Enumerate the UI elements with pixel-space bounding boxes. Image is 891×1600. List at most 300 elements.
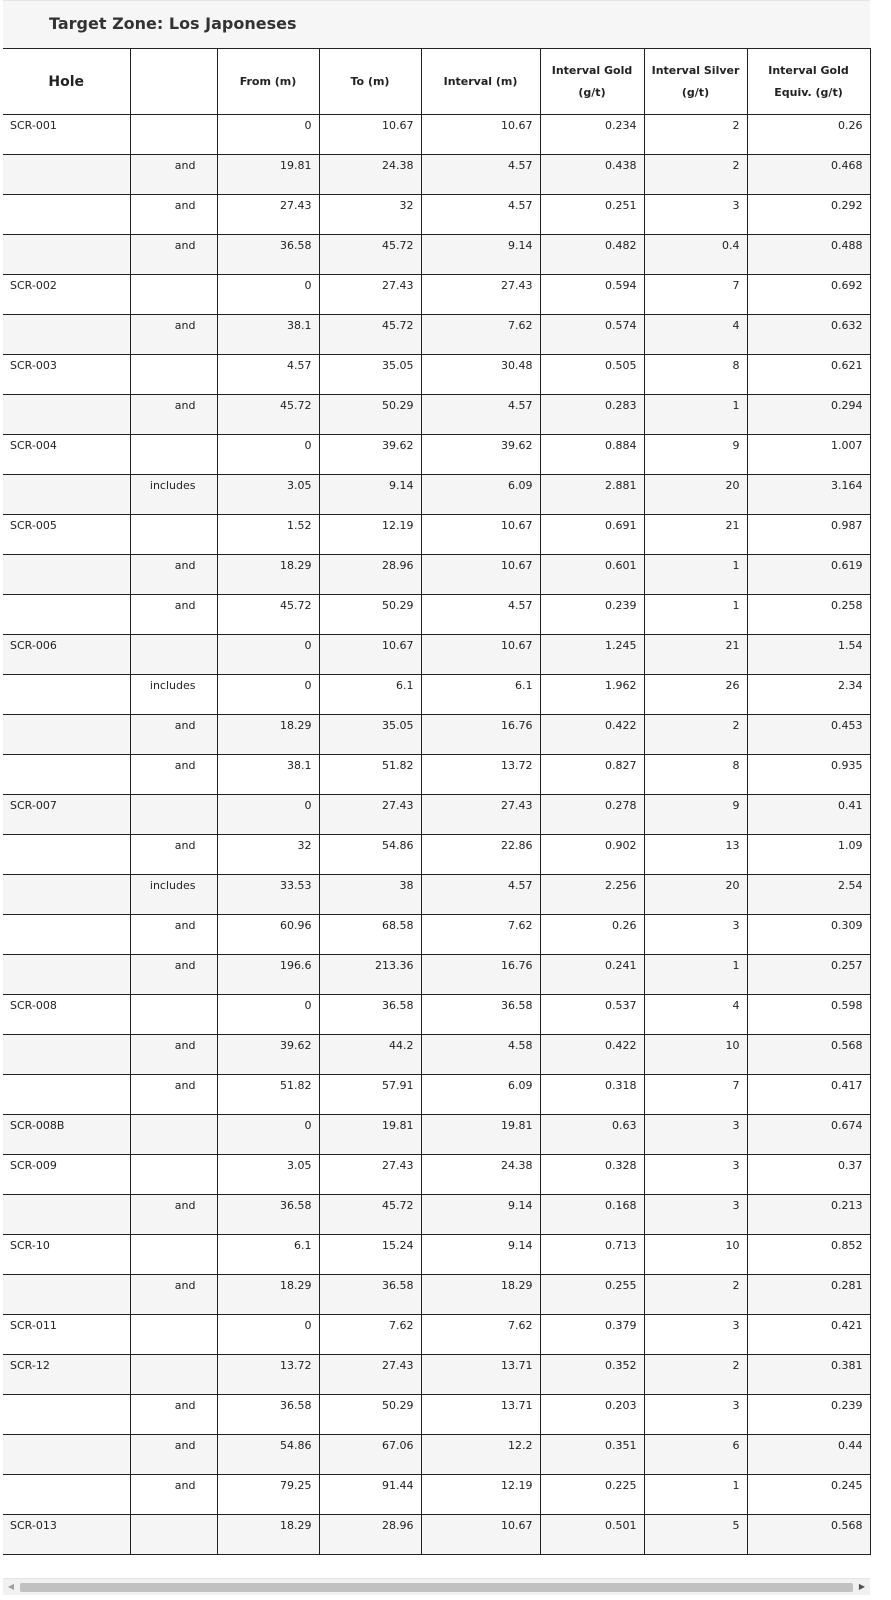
silver-cell: 0.4 [644, 235, 747, 275]
interval-cell: 39.62 [421, 435, 540, 475]
silver-cell: 3 [644, 1115, 747, 1155]
qualifier-cell: and [130, 915, 217, 955]
table-row [3, 875, 870, 915]
gold-cell: 0.251 [540, 195, 644, 235]
drill-results-table [3, 48, 871, 1555]
gold-equiv-cell: 0.674 [747, 1115, 870, 1155]
qualifier-cell: and [130, 715, 217, 755]
from-cell: 18.29 [217, 555, 319, 595]
gold-cell: 0.63 [540, 1115, 644, 1155]
table-row [3, 195, 870, 235]
from-cell: 51.82 [217, 1075, 319, 1115]
gold-cell: 0.505 [540, 355, 644, 395]
table-row [3, 155, 870, 195]
qualifier-cell [130, 795, 217, 835]
gold-equiv-cell: 1.54 [747, 635, 870, 675]
from-cell: 33.53 [217, 875, 319, 915]
hole-cell [3, 875, 130, 915]
hole-cell: SCR-002 [3, 275, 130, 315]
gold-cell: 0.713 [540, 1235, 644, 1275]
to-cell: 36.58 [319, 995, 421, 1035]
gold-equiv-cell: 0.245 [747, 1475, 870, 1515]
gold-equiv-cell: 0.41 [747, 795, 870, 835]
to-cell: 15.24 [319, 1235, 421, 1275]
gold-equiv-cell: 0.294 [747, 395, 870, 435]
interval-cell: 4.57 [421, 395, 540, 435]
hole-cell [3, 155, 130, 195]
table-row [3, 675, 870, 715]
table-row [3, 475, 870, 515]
gold-equiv-cell: 0.309 [747, 915, 870, 955]
from-cell: 4.57 [217, 355, 319, 395]
table-row [3, 715, 870, 755]
interval-cell: 6.09 [421, 475, 540, 515]
table-row [3, 1515, 870, 1555]
silver-cell: 20 [644, 475, 747, 515]
gold-equiv-cell: 0.568 [747, 1515, 870, 1555]
from-cell: 19.81 [217, 155, 319, 195]
gold-cell: 0.438 [540, 155, 644, 195]
from-cell: 36.58 [217, 1195, 319, 1235]
from-cell: 27.43 [217, 195, 319, 235]
interval-cell: 16.76 [421, 715, 540, 755]
gold-equiv-cell: 2.54 [747, 875, 870, 915]
hole-cell: SCR-005 [3, 515, 130, 555]
to-cell: 6.1 [319, 675, 421, 715]
table-row [3, 1075, 870, 1115]
gold-cell: 0.352 [540, 1355, 644, 1395]
gold-cell: 1.962 [540, 675, 644, 715]
qualifier-cell: and [130, 955, 217, 995]
to-cell: 10.67 [319, 115, 421, 155]
gold-equiv-cell: 0.258 [747, 595, 870, 635]
gold-equiv-cell: 0.453 [747, 715, 870, 755]
from-cell: 60.96 [217, 915, 319, 955]
interval-cell: 7.62 [421, 1315, 540, 1355]
from-cell: 3.05 [217, 1155, 319, 1195]
silver-cell: 20 [644, 875, 747, 915]
qualifier-cell: and [130, 155, 217, 195]
scroll-right-arrow-icon[interactable]: ▶ [858, 1582, 866, 1591]
interval-cell: 7.62 [421, 915, 540, 955]
hole-cell [3, 315, 130, 355]
table-row [3, 355, 870, 395]
gold-equiv-cell: 0.621 [747, 355, 870, 395]
table-header-row [3, 49, 870, 115]
hole-cell: SCR-003 [3, 355, 130, 395]
gold-equiv-cell: 0.421 [747, 1315, 870, 1355]
gold-cell: 0.328 [540, 1155, 644, 1195]
interval-cell: 4.57 [421, 155, 540, 195]
to-cell: 54.86 [319, 835, 421, 875]
from-cell: 0 [217, 115, 319, 155]
table-row [3, 1035, 870, 1075]
interval-cell: 10.67 [421, 115, 540, 155]
table-row [3, 915, 870, 955]
interval-cell: 4.57 [421, 595, 540, 635]
qualifier-cell [130, 355, 217, 395]
to-cell: 50.29 [319, 395, 421, 435]
header-to: To (m) [319, 49, 421, 115]
to-cell: 57.91 [319, 1075, 421, 1115]
interval-cell: 13.71 [421, 1395, 540, 1435]
table-row [3, 1395, 870, 1435]
from-cell: 36.58 [217, 235, 319, 275]
hole-cell: SCR-006 [3, 635, 130, 675]
gold-equiv-cell: 1.007 [747, 435, 870, 475]
qualifier-cell: and [130, 1195, 217, 1235]
qualifier-cell [130, 1315, 217, 1355]
gold-cell: 0.255 [540, 1275, 644, 1315]
silver-cell: 3 [644, 915, 747, 955]
to-cell: 91.44 [319, 1475, 421, 1515]
gold-cell: 0.594 [540, 275, 644, 315]
table-row [3, 315, 870, 355]
header-interval-gold-line2: (g/t) [578, 85, 606, 99]
gold-cell: 0.351 [540, 1435, 644, 1475]
silver-cell: 3 [644, 1195, 747, 1235]
from-cell: 0 [217, 1315, 319, 1355]
qualifier-cell: includes [130, 475, 217, 515]
silver-cell: 6 [644, 1435, 747, 1475]
qualifier-cell [130, 995, 217, 1035]
silver-cell: 13 [644, 835, 747, 875]
qualifier-cell: and [130, 195, 217, 235]
silver-cell: 10 [644, 1035, 747, 1075]
gold-equiv-cell: 0.417 [747, 1075, 870, 1115]
silver-cell: 21 [644, 515, 747, 555]
hole-cell: SCR-004 [3, 435, 130, 475]
gold-equiv-cell: 0.281 [747, 1275, 870, 1315]
silver-cell: 7 [644, 275, 747, 315]
gold-cell: 0.203 [540, 1395, 644, 1435]
silver-cell: 4 [644, 995, 747, 1035]
qualifier-cell: and [130, 835, 217, 875]
hole-cell: SCR-008 [3, 995, 130, 1035]
header-qualifier [130, 49, 217, 115]
from-cell: 13.72 [217, 1355, 319, 1395]
interval-cell: 22.86 [421, 835, 540, 875]
silver-cell: 1 [644, 555, 747, 595]
interval-cell: 6.09 [421, 1075, 540, 1115]
interval-cell: 9.14 [421, 1235, 540, 1275]
qualifier-cell: and [130, 1435, 217, 1475]
header-interval-silver-line1: Interval Silver [651, 63, 740, 77]
table-row [3, 835, 870, 875]
interval-cell: 10.67 [421, 1515, 540, 1555]
gold-cell: 2.881 [540, 475, 644, 515]
qualifier-cell: and [130, 235, 217, 275]
hole-cell: SCR-12 [3, 1355, 130, 1395]
qualifier-cell: and [130, 315, 217, 355]
gold-equiv-cell: 0.692 [747, 275, 870, 315]
silver-cell: 1 [644, 1475, 747, 1515]
from-cell: 18.29 [217, 1275, 319, 1315]
qualifier-cell [130, 115, 217, 155]
qualifier-cell: and [130, 1035, 217, 1075]
table-row [3, 1235, 870, 1275]
to-cell: 28.96 [319, 1515, 421, 1555]
gold-cell: 0.283 [540, 395, 644, 435]
table-row [3, 1475, 870, 1515]
from-cell: 0 [217, 435, 319, 475]
table-row [3, 1155, 870, 1195]
qualifier-cell: and [130, 1275, 217, 1315]
gold-cell: 0.422 [540, 1035, 644, 1075]
hole-cell [3, 1075, 130, 1115]
interval-cell: 13.72 [421, 755, 540, 795]
table-row [3, 595, 870, 635]
hole-cell: SCR-009 [3, 1155, 130, 1195]
silver-cell: 10 [644, 1235, 747, 1275]
interval-cell: 12.2 [421, 1435, 540, 1475]
gold-cell: 0.482 [540, 235, 644, 275]
header-interval-gold [540, 49, 644, 115]
to-cell: 45.72 [319, 315, 421, 355]
to-cell: 28.96 [319, 555, 421, 595]
qualifier-cell [130, 435, 217, 475]
silver-cell: 4 [644, 315, 747, 355]
silver-cell: 1 [644, 955, 747, 995]
to-cell: 24.38 [319, 155, 421, 195]
silver-cell: 2 [644, 155, 747, 195]
to-cell: 32 [319, 195, 421, 235]
interval-cell: 10.67 [421, 555, 540, 595]
to-cell: 35.05 [319, 355, 421, 395]
hole-cell: SCR-008B [3, 1115, 130, 1155]
header-interval-silver [644, 49, 747, 115]
qualifier-cell [130, 1515, 217, 1555]
qualifier-cell [130, 1355, 217, 1395]
interval-cell: 9.14 [421, 235, 540, 275]
to-cell: 39.62 [319, 435, 421, 475]
gold-cell: 0.574 [540, 315, 644, 355]
hole-cell [3, 915, 130, 955]
silver-cell: 7 [644, 1075, 747, 1115]
gold-equiv-cell: 0.26 [747, 115, 870, 155]
table-row [3, 435, 870, 475]
interval-cell: 13.71 [421, 1355, 540, 1395]
silver-cell: 3 [644, 1155, 747, 1195]
table-row [3, 1275, 870, 1315]
gold-equiv-cell: 0.381 [747, 1355, 870, 1395]
from-cell: 38.1 [217, 755, 319, 795]
qualifier-cell: and [130, 555, 217, 595]
hole-cell: SCR-10 [3, 1235, 130, 1275]
from-cell: 6.1 [217, 1235, 319, 1275]
silver-cell: 3 [644, 195, 747, 235]
qualifier-cell [130, 275, 217, 315]
gold-cell: 0.501 [540, 1515, 644, 1555]
gold-equiv-cell: 3.164 [747, 475, 870, 515]
table-row [3, 395, 870, 435]
interval-cell: 9.14 [421, 1195, 540, 1235]
to-cell: 7.62 [319, 1315, 421, 1355]
qualifier-cell [130, 635, 217, 675]
interval-cell: 36.58 [421, 995, 540, 1035]
qualifier-cell [130, 515, 217, 555]
hole-cell [3, 195, 130, 235]
gold-cell: 0.422 [540, 715, 644, 755]
gold-equiv-cell: 0.292 [747, 195, 870, 235]
gold-equiv-cell: 0.935 [747, 755, 870, 795]
horizontal-scrollbar[interactable] [3, 1578, 870, 1595]
table-row [3, 755, 870, 795]
hole-cell [3, 395, 130, 435]
hole-cell [3, 715, 130, 755]
hole-cell [3, 755, 130, 795]
table-row [3, 235, 870, 275]
header-interval-gold-equiv [747, 49, 870, 115]
qualifier-cell: and [130, 755, 217, 795]
header-interval-gold-equiv-line1: Interval Gold [768, 63, 849, 77]
table-row [3, 555, 870, 595]
to-cell: 38 [319, 875, 421, 915]
gold-cell: 1.245 [540, 635, 644, 675]
hole-cell [3, 555, 130, 595]
interval-cell: 4.57 [421, 195, 540, 235]
interval-cell: 16.76 [421, 955, 540, 995]
silver-cell: 9 [644, 435, 747, 475]
from-cell: 0 [217, 1115, 319, 1155]
silver-cell: 1 [644, 395, 747, 435]
from-cell: 45.72 [217, 395, 319, 435]
hole-cell [3, 235, 130, 275]
gold-equiv-cell: 0.239 [747, 1395, 870, 1435]
gold-cell: 0.691 [540, 515, 644, 555]
to-cell: 36.58 [319, 1275, 421, 1315]
gold-cell: 0.379 [540, 1315, 644, 1355]
table-title: Target Zone: Los Japoneses [49, 14, 297, 33]
to-cell: 45.72 [319, 235, 421, 275]
to-cell: 213.36 [319, 955, 421, 995]
to-cell: 50.29 [319, 595, 421, 635]
gold-equiv-cell: 2.34 [747, 675, 870, 715]
qualifier-cell [130, 1115, 217, 1155]
table-row [3, 1435, 870, 1475]
hole-cell: SCR-001 [3, 115, 130, 155]
gold-cell: 0.234 [540, 115, 644, 155]
from-cell: 1.52 [217, 515, 319, 555]
header-interval-gold-equiv-line2: Equiv. (g/t) [774, 85, 843, 99]
gold-equiv-cell: 0.632 [747, 315, 870, 355]
gold-equiv-cell: 0.488 [747, 235, 870, 275]
header-interval: Interval (m) [421, 49, 540, 115]
to-cell: 27.43 [319, 1155, 421, 1195]
qualifier-cell: includes [130, 875, 217, 915]
gold-cell: 0.225 [540, 1475, 644, 1515]
silver-cell: 1 [644, 595, 747, 635]
qualifier-cell: and [130, 1395, 217, 1435]
to-cell: 9.14 [319, 475, 421, 515]
silver-cell: 21 [644, 635, 747, 675]
scrollbar-thumb[interactable] [20, 1583, 853, 1592]
from-cell: 79.25 [217, 1475, 319, 1515]
qualifier-cell [130, 1235, 217, 1275]
from-cell: 38.1 [217, 315, 319, 355]
hole-cell: SCR-007 [3, 795, 130, 835]
from-cell: 39.62 [217, 1035, 319, 1075]
to-cell: 44.2 [319, 1035, 421, 1075]
hole-cell [3, 1275, 130, 1315]
hole-cell [3, 1435, 130, 1475]
hole-cell [3, 475, 130, 515]
from-cell: 0 [217, 275, 319, 315]
header-interval-gold-line1: Interval Gold [551, 63, 633, 77]
table-row [3, 1315, 870, 1355]
gold-equiv-cell: 1.09 [747, 835, 870, 875]
gold-cell: 0.239 [540, 595, 644, 635]
table-row [3, 1115, 870, 1155]
to-cell: 27.43 [319, 275, 421, 315]
qualifier-cell: and [130, 1475, 217, 1515]
hole-cell [3, 1395, 130, 1435]
silver-cell: 2 [644, 715, 747, 755]
gold-equiv-cell: 0.257 [747, 955, 870, 995]
hole-cell [3, 1035, 130, 1075]
hole-cell: SCR-013 [3, 1515, 130, 1555]
gold-cell: 0.26 [540, 915, 644, 955]
table-title-bar [3, 0, 870, 48]
silver-cell: 2 [644, 1275, 747, 1315]
silver-cell: 2 [644, 1355, 747, 1395]
gold-cell: 2.256 [540, 875, 644, 915]
from-cell: 36.58 [217, 1395, 319, 1435]
gold-equiv-cell: 0.568 [747, 1035, 870, 1075]
scroll-left-arrow-icon[interactable]: ◀ [7, 1582, 15, 1591]
interval-cell: 6.1 [421, 675, 540, 715]
gold-equiv-cell: 0.598 [747, 995, 870, 1035]
interval-cell: 4.57 [421, 875, 540, 915]
gold-equiv-cell: 0.213 [747, 1195, 870, 1235]
from-cell: 0 [217, 995, 319, 1035]
qualifier-cell: includes [130, 675, 217, 715]
gold-equiv-cell: 0.468 [747, 155, 870, 195]
from-cell: 0 [217, 675, 319, 715]
silver-cell: 26 [644, 675, 747, 715]
hole-cell [3, 1195, 130, 1235]
hole-cell [3, 595, 130, 635]
silver-cell: 5 [644, 1515, 747, 1555]
header-hole: Hole [3, 49, 130, 115]
gold-cell: 0.318 [540, 1075, 644, 1115]
hole-cell [3, 955, 130, 995]
gold-cell: 0.827 [540, 755, 644, 795]
qualifier-cell [130, 1155, 217, 1195]
interval-cell: 7.62 [421, 315, 540, 355]
from-cell: 18.29 [217, 1515, 319, 1555]
to-cell: 10.67 [319, 635, 421, 675]
hole-cell [3, 675, 130, 715]
to-cell: 68.58 [319, 915, 421, 955]
gold-equiv-cell: 0.37 [747, 1155, 870, 1195]
from-cell: 54.86 [217, 1435, 319, 1475]
interval-cell: 27.43 [421, 275, 540, 315]
gold-cell: 0.902 [540, 835, 644, 875]
table-row [3, 635, 870, 675]
silver-cell: 3 [644, 1315, 747, 1355]
interval-cell: 10.67 [421, 635, 540, 675]
table-row [3, 955, 870, 995]
interval-cell: 30.48 [421, 355, 540, 395]
interval-cell: 19.81 [421, 1115, 540, 1155]
gold-cell: 0.168 [540, 1195, 644, 1235]
interval-cell: 18.29 [421, 1275, 540, 1315]
table-body [3, 115, 870, 1555]
interval-cell: 10.67 [421, 515, 540, 555]
silver-cell: 8 [644, 355, 747, 395]
from-cell: 0 [217, 795, 319, 835]
